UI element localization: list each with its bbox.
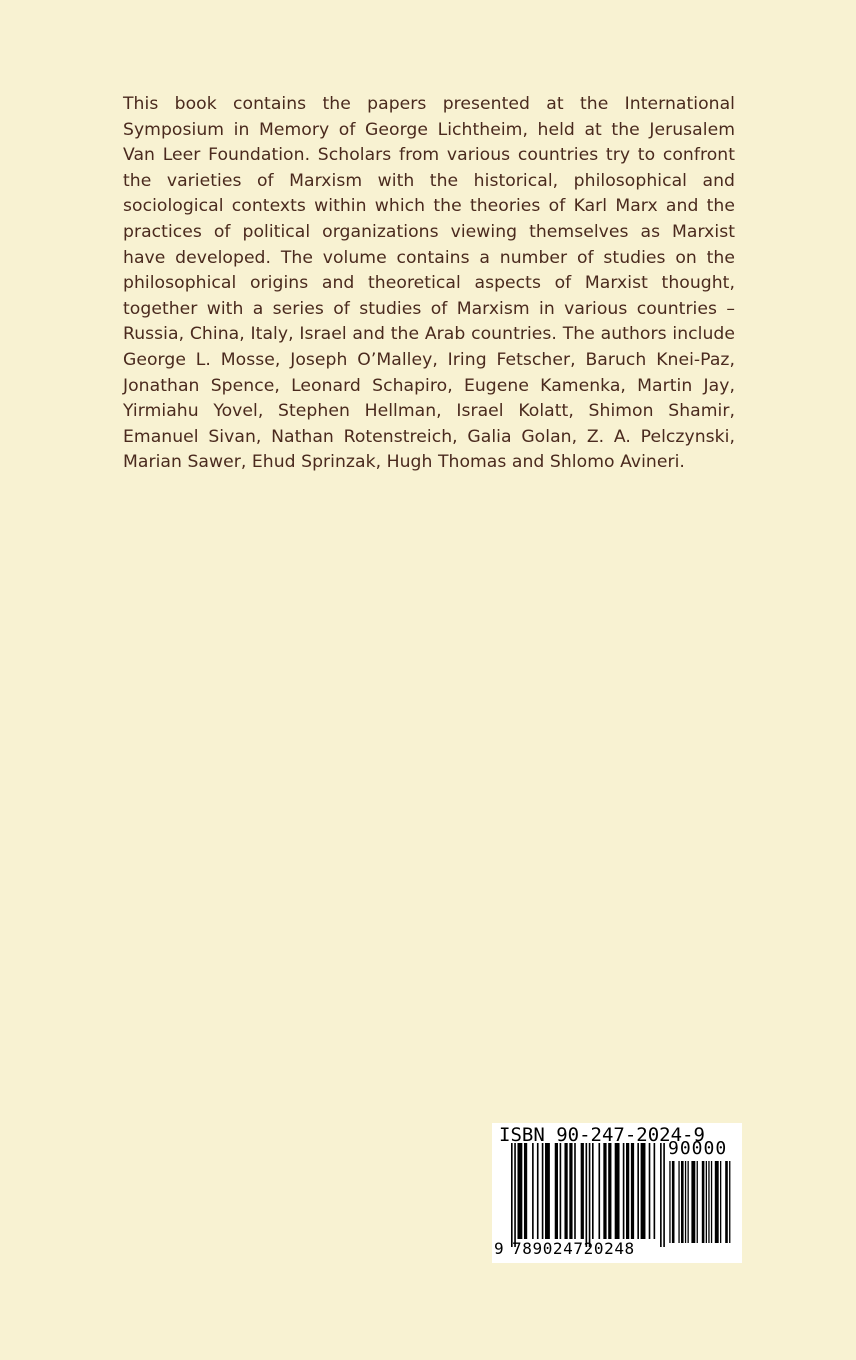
addon-bar xyxy=(681,1161,684,1243)
addon-bar xyxy=(672,1161,675,1243)
barcode-bar xyxy=(569,1143,572,1239)
addon-bar xyxy=(702,1161,705,1243)
barcode-bar xyxy=(560,1143,562,1239)
barcode-bar xyxy=(608,1143,611,1239)
addon-bar xyxy=(685,1161,686,1243)
addon-bar xyxy=(715,1161,719,1243)
addon-bar xyxy=(708,1161,709,1243)
barcode-bar xyxy=(589,1143,591,1247)
barcode-bar xyxy=(663,1143,665,1247)
barcode-bar xyxy=(511,1143,513,1247)
barcode-bar xyxy=(581,1143,584,1239)
addon-bar xyxy=(688,1161,689,1243)
addon-bar xyxy=(691,1161,695,1243)
barcode-bar xyxy=(537,1143,539,1239)
barcode-bar xyxy=(626,1143,629,1239)
barcode-bar xyxy=(615,1143,620,1239)
barcode-bar xyxy=(517,1143,522,1239)
barcode-bar xyxy=(542,1143,544,1239)
barcode-bar xyxy=(637,1143,639,1239)
addon-bar xyxy=(720,1161,721,1243)
addon-bar xyxy=(697,1161,698,1243)
barcode-digits: 789024720248 xyxy=(512,1239,635,1258)
barcode-bar xyxy=(586,1143,588,1247)
barcode-bar xyxy=(514,1143,516,1247)
back-cover-description: This book contains the papers presented at the International Symposium in Memory of George Lichtheim, held at the Jerusalem Van Leer Foundation. Scholars from various countries try to confront the varieties of Marxism with the historical, philosophical and sociological contexts within which the theories of Karl Marx and the practices of political organizations viewing themselves as Marxist have developed. The volume contains a number of studies on the philosophical origins and theoretical aspects of Marxist thought, together with a series of studies of Marxism in various countries – Russia, China, Italy, Israel and the Arab countries. The authors include George L. Mosse, Joseph O’Malley, Iring Fetscher, Baruch Knei-Paz, Jonathan Spence, Leonard Schapiro, Eugene Kamenka, Martin Jay, Yirmiahu Yovel, Stephen Hellman, Israel Kolatt, Shimon Shamir, Emanuel Sivan, Nathan Rotenstreich, Galia Golan, Z. A. Pelczynski, Marian Sawer, Ehud Sprinzak, Hugh Thomas and Shlomo Avineri. xyxy=(123,94,735,473)
barcode-bar xyxy=(598,1143,600,1239)
addon-bar xyxy=(725,1161,728,1243)
addon-bar xyxy=(706,1161,707,1243)
barcode-bar xyxy=(654,1143,656,1239)
price-addon-code: 90000 xyxy=(668,1138,728,1159)
barcode-bar xyxy=(555,1143,558,1239)
addon-bar xyxy=(711,1161,712,1243)
isbn-barcode xyxy=(492,1123,742,1263)
barcode-bar xyxy=(592,1143,594,1239)
barcode-first-digit: 9 xyxy=(494,1239,504,1258)
addon-bar xyxy=(729,1161,730,1243)
barcode-bar xyxy=(649,1143,651,1239)
barcode-bar xyxy=(631,1143,634,1239)
addon-bar xyxy=(678,1161,679,1243)
barcode-bar xyxy=(603,1143,606,1239)
isbn-number: ISBN 90-247-2024-9 xyxy=(499,1124,705,1146)
barcode-bar xyxy=(660,1143,662,1247)
barcode-bar xyxy=(641,1143,646,1239)
barcode-bar xyxy=(574,1143,576,1239)
barcode-bar xyxy=(532,1143,534,1239)
barcode-bar xyxy=(623,1143,625,1239)
barcode-bar xyxy=(524,1143,527,1239)
barcode-bar xyxy=(564,1143,567,1239)
barcode-bar xyxy=(545,1143,550,1239)
addon-bar xyxy=(669,1161,670,1243)
